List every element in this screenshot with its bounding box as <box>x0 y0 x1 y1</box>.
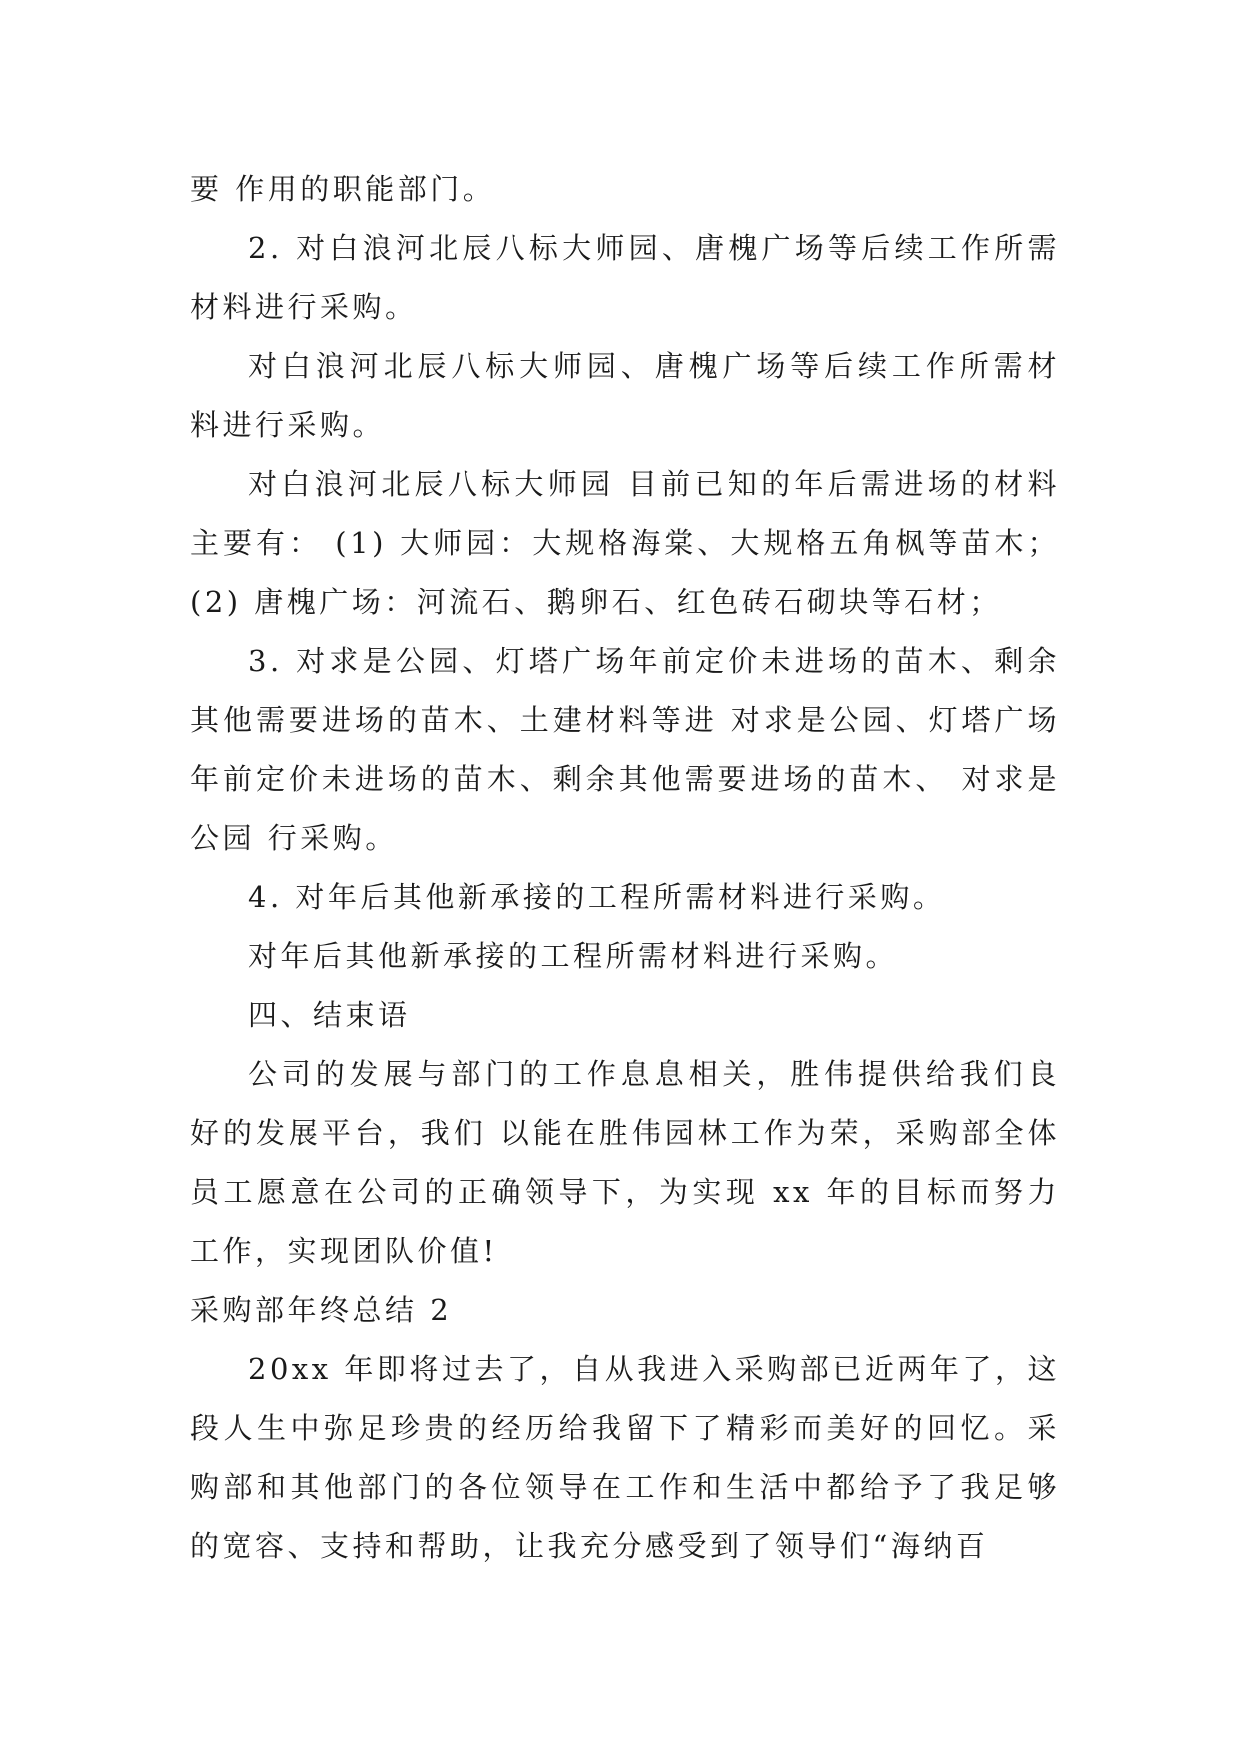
paragraph-10: 20xx 年即将过去了，自从我进入采购部已近两年了，这段人生中弥足珍贵的经历给我留下了精彩而美好的回忆。采购部和其他部门的各位领导在工作和生活中都给予了我足够的宽容、支持和帮助，让我充分感受到了领导们“海纳百 <box>190 1352 1060 1563</box>
paragraph-6: 对年后其他新承接的工程所需材料进行采购。 <box>248 939 899 973</box>
paragraph-3: 对白浪河北辰八标大师园 目前已知的年后需进场的材料主要有： (1) 大师园：大规格海棠、大规格五角枫等苗木；(2) 唐槐广场：河流石、鹅卵石、红色砖石砌块等石材； <box>190 467 1060 619</box>
paragraph-1: 2. 对白浪河北辰八标大师园、唐槐广场等后续工作所需材料进行采购。 <box>190 231 1060 324</box>
document-body <box>190 160 1060 1576</box>
paragraph-5: 4. 对年后其他新承接的工程所需材料进行采购。 <box>248 880 946 914</box>
section-heading: 四、结束语 <box>248 998 411 1032</box>
paragraph-2: 对白浪河北辰八标大师园、唐槐广场等后续工作所需材料进行采购。 <box>190 349 1060 442</box>
document-subtitle: 采购部年终总结 2 <box>190 1293 453 1327</box>
paragraph-4: 3. 对求是公园、灯塔广场年前定价未进场的苗木、剩余其他需要进场的苗木、土建材料等进 对求是公园、灯塔广场年前定价未进场的苗木、剩余其他需要进场的苗木、 对求是公园 行采购。 <box>190 644 1060 855</box>
paragraph-0: 要 作用的职能部门。 <box>190 172 496 206</box>
paragraph-8: 公司的发展与部门的工作息息相关，胜伟提供给我们良好的发展平台，我们 以能在胜伟园林工作为荣，采购部全体员工愿意在公司的正确领导下，为实现 xx 年的目标而努力工作，实现团队价值! <box>190 1057 1060 1268</box>
